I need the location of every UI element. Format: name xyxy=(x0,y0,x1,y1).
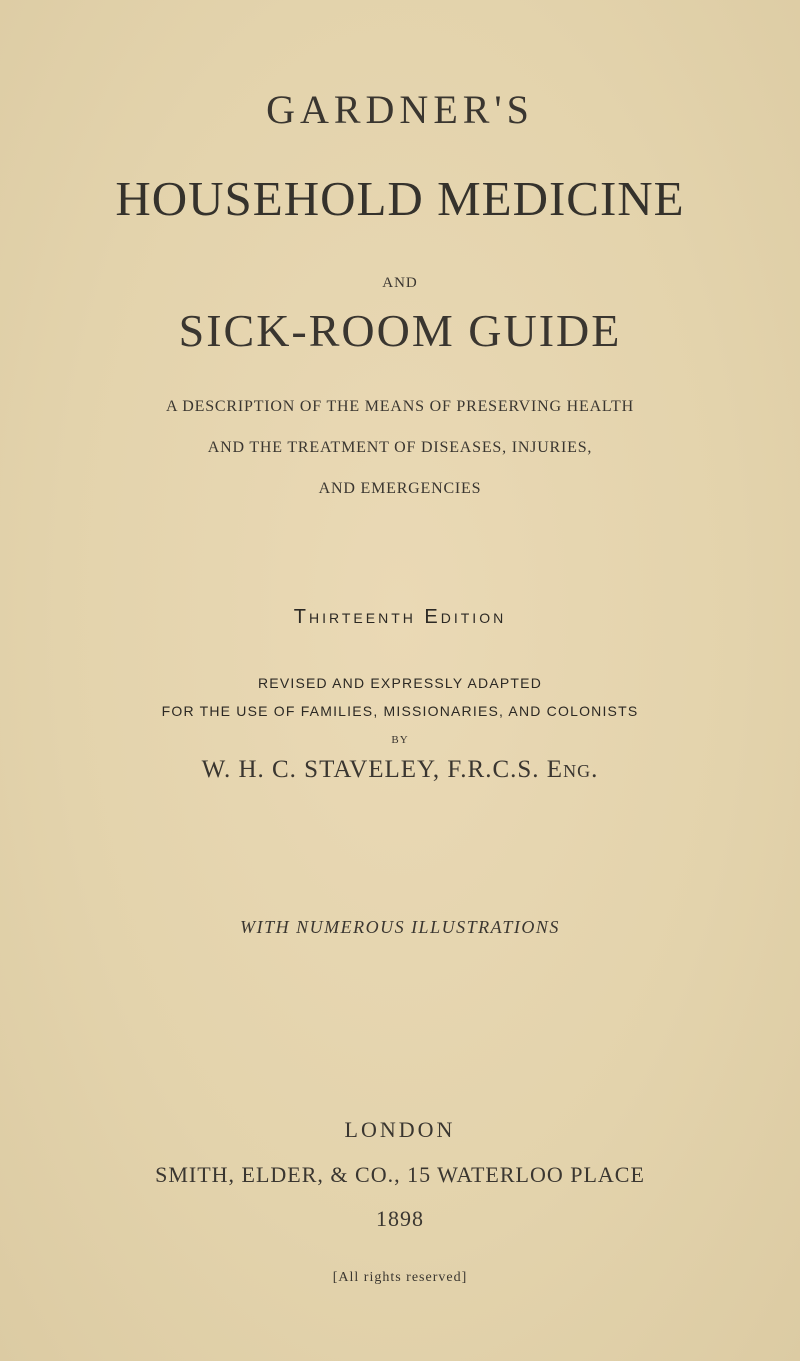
revision-line-2: FOR THE USE OF FAMILIES, MISSIONARIES, AND COLONISTS xyxy=(161,703,639,719)
description-line-1: A DESCRIPTION OF THE MEANS OF PRESERVING HEALTH xyxy=(166,398,634,415)
edition-statement: Thirteenth Edition xyxy=(293,606,507,628)
illustrations-note: WITH NUMEROUS ILLUSTRATIONS xyxy=(240,917,560,937)
secondary-title: SICK-ROOM GUIDE xyxy=(178,305,622,356)
imprint-city: LONDON xyxy=(344,1117,456,1142)
reviser-suffix: Eng. xyxy=(546,756,599,783)
rights-notice: [All rights reserved] xyxy=(332,1270,468,1285)
description-line-3: AND EMERGENCIES xyxy=(318,480,482,497)
description-line-2: AND THE TREATMENT OF DISEASES, INJURIES, xyxy=(207,439,593,456)
main-title: HOUSEHOLD MEDICINE xyxy=(115,171,685,226)
revision-line-1: REVISED AND EXPRESSLY ADAPTED xyxy=(257,675,543,691)
reviser-credit xyxy=(0,756,800,784)
title-conjunction: AND xyxy=(382,275,418,291)
author-possessive-heading: GARDNER'S xyxy=(266,87,534,132)
reviser-name: W. H. C. STAVELEY, F.R.C.S. xyxy=(201,756,547,783)
imprint-year: 1898 xyxy=(376,1206,424,1231)
imprint-publisher: SMITH, ELDER, & CO., 15 WATERLOO PLACE xyxy=(155,1162,645,1187)
by-label: BY xyxy=(391,734,409,746)
